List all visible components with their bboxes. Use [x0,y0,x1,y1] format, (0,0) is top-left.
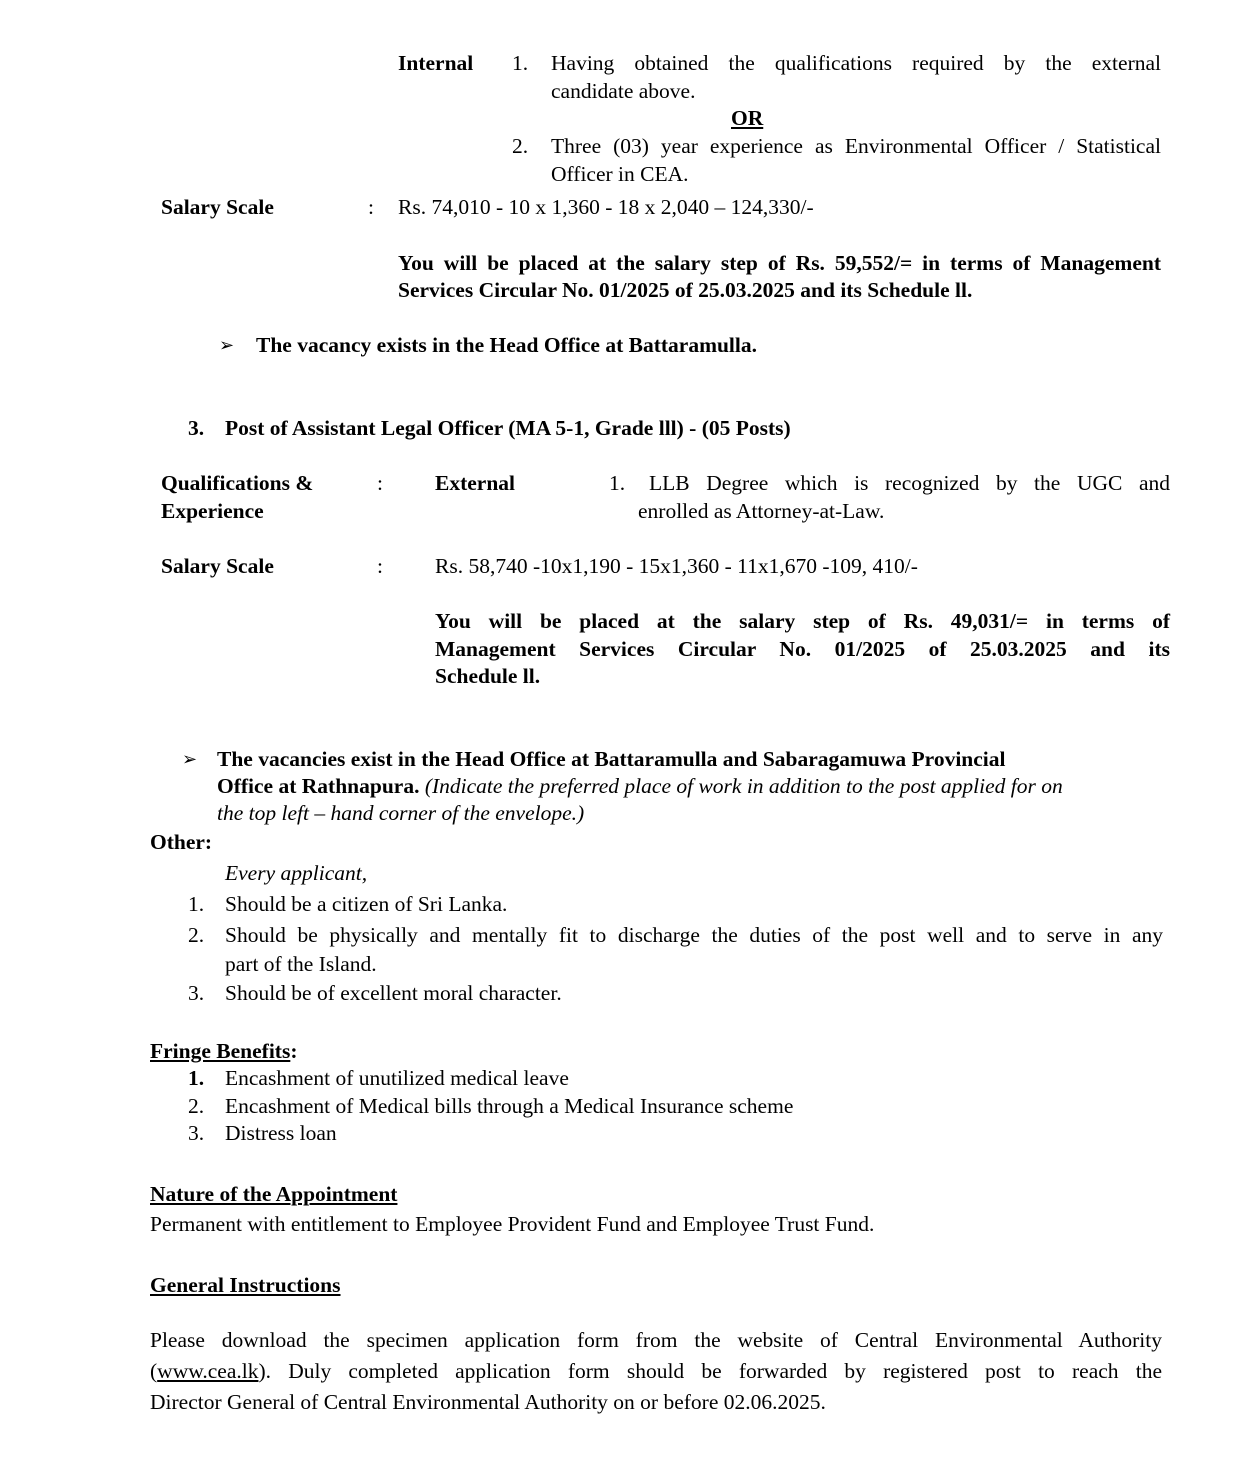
section-3-heading: Post of Assistant Legal Officer (MA 5-1, Grade lll) - (05 Posts) [225,416,791,440]
general-instructions-line-1: Please download the specimen application form from the website of Central Environmental Authority [150,1328,1162,1352]
general-instructions-line-2-text: ). Duly completed application form should be forwarded by registered post to reach the [258,1359,1162,1383]
internal-item-1-line-2: candidate above. [551,79,696,103]
salary-step-note-2-line-2: Management Services Circular No. 01/2025 of 25.03.2025 and its [435,637,1170,661]
vacancies-instruction-start: (Indicate the preferred place of work in addition to the post applied for on [424,774,1063,798]
other-heading: Other: [150,830,213,854]
internal-item-2-number: 2. [512,134,529,158]
vacancies-instruction-end: the top left – hand corner of the envelope.) [217,801,585,825]
fringe-benefits-heading [150,1038,298,1065]
external-label: External [435,471,516,495]
general-instructions-heading: General Instructions [150,1273,341,1297]
qualifications-colon: : [377,471,383,495]
nature-text: Permanent with entitlement to Employee Provident Fund and Employee Trust Fund. [150,1212,875,1236]
salary-step-note-2-line-1: You will be placed at the salary step of Rs. 49,031/= in terms of [435,609,1170,633]
salary-step-note-line-2: Services Circular No. 01/2025 of 25.03.2025 and its Schedule ll. [398,278,973,302]
fringe-item-1-number: 1. [188,1066,205,1090]
other-item-1-number: 1. [188,892,205,916]
or-separator: OR [731,106,764,130]
other-intro: Every applicant, [225,861,368,885]
external-item-1-number: 1. [609,471,626,495]
fringe-benefits-title: Fringe Benefits [150,1039,291,1063]
salary-scale-label-2: Salary Scale [161,554,274,578]
nature-heading: Nature of the Appointment [150,1182,398,1206]
other-item-1: Should be a citizen of Sri Lanka. [225,892,508,916]
fringe-item-1: Encashment of unutilized medical leave [225,1066,569,1090]
general-instructions-line-3: Director General of Central Environmental Authority on or before 02.06.2025. [150,1390,826,1414]
fringe-item-2: Encashment of Medical bills through a Medical Insurance scheme [225,1094,794,1118]
salary-scale-colon-2: : [377,554,383,578]
other-item-3: Should be of excellent moral character. [225,981,562,1005]
bullet-arrow-icon: ➢ [219,335,235,355]
fringe-item-3-number: 3. [188,1121,205,1145]
fringe-item-2-number: 2. [188,1094,205,1118]
internal-item-1-number: 1. [512,51,529,75]
qualifications-label-line-1: Qualifications & [161,471,314,495]
cea-website-link[interactable]: www.cea.lk [157,1359,259,1383]
internal-item-1-line-1: Having obtained the qualifications required by the external [551,51,1161,75]
vacancies-location: Office at Rathnapura. [217,774,420,798]
vacancies-line-1: The vacancies exist in the Head Office at Battaramulla and Sabaragamuwa Provincial [217,747,1006,771]
section-3-number: 3. [188,416,205,440]
other-item-2-line-1: Should be physically and mentally fit to discharge the duties of the post well and to serve in any [225,923,1163,947]
external-item-1-line-1: LLB Degree which is recognized by the UGC and [649,471,1170,495]
general-instructions-line-2 [150,1358,1162,1385]
vacancies-line-2 [217,773,1063,800]
internal-item-2-line-1: Three (03) year experience as Environmental Officer / Statistical [551,134,1161,158]
internal-item-2-line-2: Officer in CEA. [551,162,689,186]
other-item-2-number: 2. [188,923,205,947]
fringe-benefits-colon: : [290,1039,298,1063]
salary-step-note-2-line-3: Schedule ll. [435,664,541,688]
internal-label: Internal [398,51,474,75]
paren-open: ( [150,1359,158,1383]
salary-step-note-line-1: You will be placed at the salary step of Rs. 59,552/= in terms of Management [398,251,1161,275]
salary-scale-value: Rs. 74,010 - 10 x 1,360 - 18 x 2,040 – 124,330/- [398,195,814,219]
vacancy-note: The vacancy exists in the Head Office at Battaramulla. [256,333,758,357]
salary-scale-colon: : [368,195,374,219]
bullet-arrow-icon-2: ➢ [182,749,198,769]
salary-scale-value-2: Rs. 58,740 -10x1,190 - 15x1,360 - 11x1,670 -109, 410/- [435,554,918,578]
other-item-2-line-2: part of the Island. [225,952,377,976]
external-item-1-line-2: enrolled as Attorney-at-Law. [638,499,885,523]
salary-scale-label: Salary Scale [161,195,274,219]
other-item-3-number: 3. [188,981,205,1005]
qualifications-label-line-2: Experience [161,499,264,523]
fringe-item-3: Distress loan [225,1121,337,1145]
